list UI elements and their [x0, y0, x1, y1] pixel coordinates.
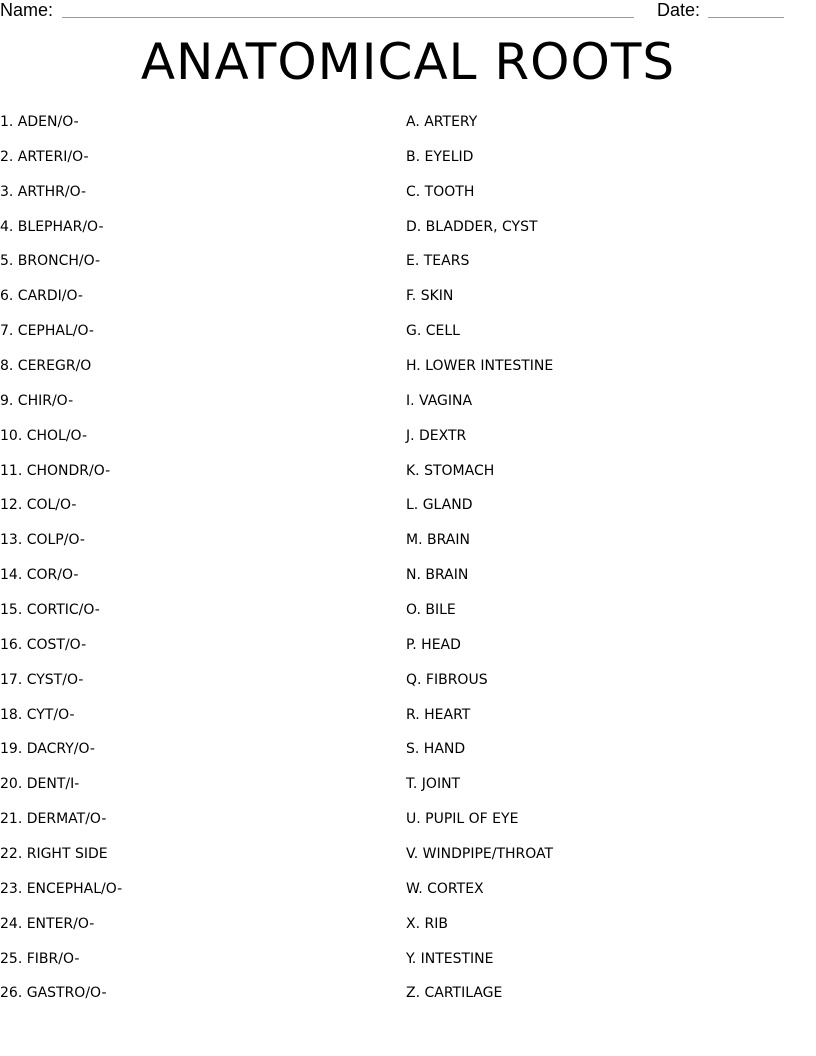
name-field-line[interactable] [62, 17, 634, 18]
meaning-item: X. RIB [406, 915, 448, 932]
meaning-item: H. LOWER INTESTINE [406, 358, 554, 375]
root-item: 20. DENT/I- [0, 776, 80, 793]
meaning-item: U. PUPIL OF EYE [406, 811, 519, 828]
date-field-line[interactable] [708, 17, 784, 18]
root-item: 8. CEREGR/O [0, 358, 92, 375]
root-item: 5. BRONCH/O- [0, 253, 101, 270]
root-item: 16. COST/O- [0, 636, 87, 653]
meaning-item: F. SKIN [406, 288, 454, 305]
meaning-item: V. WINDPIPE/THROAT [406, 846, 554, 863]
root-item: 22. RIGHT SIDE [0, 846, 108, 863]
root-item: 26. GASTRO/O- [0, 985, 107, 1002]
name-label: Name: [0, 0, 54, 20]
root-item: 13. COLP/O- [0, 532, 85, 549]
worksheet-header [0, 0, 816, 24]
root-item: 9. CHIR/O- [0, 392, 74, 409]
root-item: 25. FIBR/O- [0, 950, 80, 967]
root-item: 23. ENCEPHAL/O- [0, 880, 123, 897]
root-item: 1. ADEN/O- [0, 114, 79, 130]
root-item: 15. CORTIC/O- [0, 602, 100, 619]
meaning-item: D. BLADDER, CYST [406, 218, 538, 235]
root-item: 18. CYT/O- [0, 706, 75, 723]
meaning-item: C. TOOTH [406, 183, 475, 200]
meaning-item: M. BRAIN [406, 532, 470, 549]
meaning-item: W. CORTEX [406, 880, 484, 897]
meaning-item: N. BRAIN [406, 567, 469, 584]
root-item: 12. COL/O- [0, 497, 77, 514]
meaning-item: Y. INTESTINE [406, 950, 494, 967]
root-item: 19. DACRY/O- [0, 741, 95, 758]
root-item: 10. CHOL/O- [0, 427, 88, 444]
meaning-item: B. EYELID [406, 148, 474, 165]
meaning-item: L. GLAND [406, 497, 473, 514]
date-label: Date: [657, 0, 701, 20]
root-item: 21. DERMAT/O- [0, 811, 107, 828]
root-item: 4. BLEPHAR/O- [0, 218, 104, 235]
meaning-item: I. VAGINA [406, 392, 473, 409]
meaning-item: Z. CARTILAGE [406, 985, 503, 1002]
root-item: 24. ENTER/O- [0, 915, 95, 932]
root-item: 6. CARDI/O- [0, 288, 83, 305]
meaning-item: A. ARTERY [406, 114, 478, 130]
root-item: 2. ARTERI/O- [0, 148, 89, 165]
root-item: 3. ARTHR/O- [0, 183, 87, 200]
meaning-item: Q. FIBROUS [406, 671, 488, 688]
meaning-item: G. CELL [406, 323, 460, 340]
meaning-item: J. DEXTR [406, 427, 467, 444]
meaning-item: S. HAND [406, 741, 466, 758]
meaning-item: P. HEAD [406, 636, 461, 653]
meaning-item: T. JOINT [406, 776, 461, 793]
root-item: 14. COR/O- [0, 567, 79, 584]
meaning-item: K. STOMACH [406, 462, 495, 479]
root-item: 17. CYST/O- [0, 671, 84, 688]
meanings-list [406, 112, 553, 1018]
root-item: 11. CHONDR/O- [0, 462, 111, 479]
page-title: ANATOMICAL ROOTS [140, 33, 676, 91]
meaning-item: R. HEART [406, 706, 471, 723]
roots-list [0, 112, 122, 1018]
meaning-item: E. TEARS [406, 253, 470, 270]
root-item: 7. CEPHAL/O- [0, 323, 94, 340]
meaning-item: O. BILE [406, 602, 456, 619]
